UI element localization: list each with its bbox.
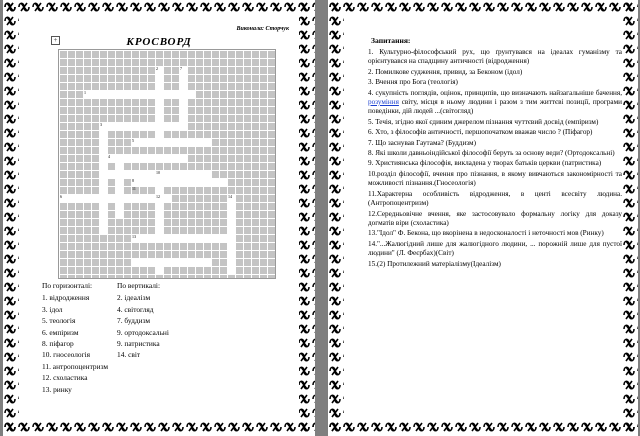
question-item: 12.Середньовічне вчення, яке застосовувало формальну логіку для доказу догматів віри (схоластика): [368, 209, 622, 227]
crossword-cell[interactable]: [212, 235, 219, 242]
crossword-number: 14: [228, 194, 232, 199]
crossword-cell[interactable]: [148, 179, 155, 186]
table-move-handle[interactable]: +: [51, 36, 60, 45]
crossword-cell[interactable]: [156, 227, 163, 234]
crossword-cell[interactable]: [100, 187, 107, 194]
crossword-cell[interactable]: [180, 179, 187, 186]
crossword-cell[interactable]: [148, 195, 155, 202]
crossword-cell[interactable]: [164, 123, 171, 130]
clue-item: 2. ідеалізм: [117, 293, 151, 303]
crossword-cell[interactable]: [164, 195, 171, 202]
crossword-cell[interactable]: [68, 195, 75, 202]
crossword-cell[interactable]: [228, 219, 235, 226]
clue-item: 8. піфагор: [42, 339, 74, 349]
crossword-cell[interactable]: [156, 259, 163, 266]
crossword-number: 13: [132, 234, 136, 239]
down-clues: [117, 280, 169, 361]
crossword-cell[interactable]: [188, 139, 195, 146]
crossword-number: 3: [100, 122, 102, 127]
question-text: 4. сукупність поглядів, оцінок, принципів, що визначають найзагальніше бачення,: [368, 88, 622, 97]
crossword-cell[interactable]: [220, 235, 227, 242]
crossword-cell[interactable]: [132, 155, 139, 162]
crossword-cell[interactable]: [164, 171, 171, 178]
crossword-cell[interactable]: [196, 171, 203, 178]
crossword-cell[interactable]: [180, 115, 187, 122]
crossword-cell[interactable]: [196, 179, 203, 186]
crossword-cell[interactable]: [156, 155, 163, 162]
questions-list: [368, 48, 622, 270]
crossword-cell[interactable]: [156, 99, 163, 106]
crossword-cell[interactable]: [180, 99, 187, 106]
crossword-cell[interactable]: [204, 171, 211, 178]
crossword-number: 8: [132, 178, 134, 183]
crossword-cell[interactable]: [132, 171, 139, 178]
crossword-cell[interactable]: [148, 123, 155, 130]
crossword-cell[interactable]: [132, 91, 139, 98]
clue-item: 9. ортодоксальні: [117, 327, 169, 337]
author-note: Виконала: Сторчук: [236, 26, 289, 32]
crossword-cell[interactable]: [140, 195, 147, 202]
across-heading: По горизонталі:: [42, 281, 93, 290]
crossword-cell[interactable]: [156, 75, 163, 82]
crossword-cell[interactable]: [204, 235, 211, 242]
crossword-cell[interactable]: [156, 211, 163, 218]
crossword-number: 12: [156, 194, 160, 199]
question-item: 11.Характерна особливість відродження, в центі всесвіту людина.(Антропоцентризм): [368, 189, 622, 208]
crossword-cell[interactable]: [180, 123, 187, 130]
crossword-cell[interactable]: [116, 195, 123, 202]
crossword-cell[interactable]: [228, 227, 235, 234]
crossword-cell[interactable]: [100, 203, 107, 210]
clue-item: 10. гносеологія: [42, 350, 91, 360]
crossword-cell[interactable]: [148, 235, 155, 242]
crossword-cell[interactable]: [100, 131, 107, 138]
crossword-cell[interactable]: [132, 259, 139, 266]
crossword-cell[interactable]: [100, 163, 107, 170]
crossword-cell[interactable]: [148, 139, 155, 146]
crossword-cell[interactable]: [148, 91, 155, 98]
crossword-cell[interactable]: [140, 91, 147, 98]
clue-item: 5. теологія: [42, 316, 76, 326]
question-item: 2. Помилкове судження, привид, за Беконом (ідол): [368, 67, 523, 76]
crossword-cell[interactable]: [100, 195, 107, 202]
down-heading: По вертикалі:: [117, 281, 161, 290]
crossword-number: 6: [60, 194, 62, 199]
crossword-cell[interactable]: [228, 243, 235, 250]
question-item: 6. Хто, з філософів античності, першопочатком вважав число ? (Піфагор): [368, 128, 593, 137]
crossword-cell[interactable]: [204, 179, 211, 186]
question-text: світу, місця в ньому людини і разом з тим життєві позиції, програми поведінки, дій людей ...(світогляд): [368, 98, 622, 116]
clue-item: 14. світ: [117, 350, 141, 360]
page-body: [27, 22, 291, 414]
crossword-number: 7: [180, 66, 182, 71]
clue-item: 13. ринку: [42, 384, 72, 394]
crossword-cell[interactable]: [108, 195, 115, 202]
clue-item: 6. емпіризм: [42, 327, 79, 337]
crossword-cell[interactable]: [156, 91, 163, 98]
crossword-cell[interactable]: [100, 147, 107, 154]
crossword-number: 5: [132, 138, 134, 143]
question-item: 14."...Жалюгідний лише для жалюгідного людини, ... порожній лише для пустої людини" (Л. Феєрбах)(Світ): [368, 239, 622, 258]
page-title: КРОСВОРД: [126, 36, 192, 48]
question-item: 3. Вчення про Бога (теологія): [368, 78, 458, 87]
crossword-cell[interactable]: [156, 83, 163, 90]
crossword-cell[interactable]: [92, 195, 99, 202]
understanding-link[interactable]: розуміння: [368, 98, 399, 107]
crossword-cell[interactable]: [172, 91, 179, 98]
crossword-cell[interactable]: [180, 259, 187, 266]
page-questions: [328, 0, 638, 436]
crossword-cell[interactable]: [140, 123, 147, 130]
crossword-cell[interactable]: [156, 203, 163, 210]
crossword-cell[interactable]: [180, 91, 187, 98]
crossword-cell[interactable]: [172, 123, 179, 130]
crossword-cell[interactable]: [212, 179, 219, 186]
crossword-cell[interactable]: [180, 75, 187, 82]
crossword-cell[interactable]: [124, 91, 131, 98]
crossword-cell[interactable]: [140, 235, 147, 242]
crossword-cell[interactable]: [140, 171, 147, 178]
crossword-cell[interactable]: [100, 139, 107, 146]
crossword-cell[interactable]: [220, 179, 227, 186]
crossword-cell[interactable]: [116, 163, 123, 170]
crossword-cell[interactable]: [100, 155, 107, 162]
crossword-number: 11: [132, 186, 136, 191]
crossword-cell[interactable]: [124, 195, 131, 202]
question-item: 9. Християнська філософія, викладена у творах батьків церкви (патристика): [368, 159, 602, 168]
crossword-cell[interactable]: [164, 179, 171, 186]
crossword-cell[interactable]: [188, 259, 195, 266]
crossword-cell[interactable]: [124, 171, 131, 178]
crossword-cell[interactable]: [172, 235, 179, 242]
crossword-cell[interactable]: [180, 139, 187, 146]
crossword-cell[interactable]: [140, 259, 147, 266]
crossword-cell[interactable]: [196, 139, 203, 146]
crossword-cell[interactable]: [228, 259, 235, 266]
crossword-cell[interactable]: [188, 171, 195, 178]
crossword-cell[interactable]: [148, 259, 155, 266]
crossword-cell[interactable]: [156, 123, 163, 130]
crossword-cell[interactable]: [172, 171, 179, 178]
clue-item: 12. схоластика: [42, 373, 88, 383]
crossword-cell[interactable]: [116, 187, 123, 194]
crossword-cell[interactable]: [228, 267, 235, 274]
question-item: 13."Ідол" Ф. Бекона, що вкорінена в недосконалості і неточності мов (Ринку): [368, 229, 604, 238]
crossword-cell[interactable]: [108, 91, 115, 98]
crossword-cell[interactable]: [124, 155, 131, 162]
crossword-cell[interactable]: [132, 195, 139, 202]
crossword-cell[interactable]: [188, 91, 195, 98]
crossword-cell[interactable]: [116, 91, 123, 98]
crossword-cell[interactable]: [84, 195, 91, 202]
clue-item: 4. світогляд: [117, 304, 154, 314]
question-item: 15.(2) Протилежний матеріалізму(Ідеалізм): [368, 259, 501, 268]
crossword-cell[interactable]: [180, 155, 187, 162]
question-item: 5. Течія, згідно якої єдиним джерелом пізнання чуттєвий досвід (емпіризм): [368, 117, 599, 126]
crossword-cell[interactable]: [196, 235, 203, 242]
page-crossword: [3, 0, 315, 436]
crossword-cell[interactable]: [164, 259, 171, 266]
crossword-cell[interactable]: [132, 123, 139, 130]
clue-item: 9. патристика: [117, 339, 160, 349]
crossword-cell[interactable]: [140, 179, 147, 186]
crossword-cell[interactable]: [164, 91, 171, 98]
crossword-cell[interactable]: [156, 179, 163, 186]
crossword-cell[interactable]: [116, 155, 123, 162]
crossword-cell[interactable]: [156, 235, 163, 242]
crossword-cell[interactable]: [156, 139, 163, 146]
question-item: [368, 89, 622, 117]
crossword-cell[interactable]: [180, 235, 187, 242]
crossword-cell[interactable]: [148, 155, 155, 162]
crossword-cell[interactable]: [156, 219, 163, 226]
question-item: 1. Культурно-філософський рух, що ґрунтувався на ідеалах гуманізму та орієнтувався на спадщину античності (відродження): [368, 48, 622, 66]
crossword-cell[interactable]: [148, 171, 155, 178]
crossword-cell[interactable]: [228, 203, 235, 210]
crossword-number: 1: [84, 90, 86, 95]
crossword-cell[interactable]: [156, 187, 163, 194]
clue-item: 1. відродження: [42, 293, 90, 303]
crossword-cell[interactable]: [156, 131, 163, 138]
crossword-cell[interactable]: [116, 211, 123, 218]
crossword-cell[interactable]: [116, 179, 123, 186]
crossword-cell[interactable]: [156, 107, 163, 114]
crossword-cell[interactable]: [100, 91, 107, 98]
crossword-cell[interactable]: [116, 123, 123, 130]
crossword-number: 10: [156, 170, 160, 175]
crossword-cell[interactable]: [156, 115, 163, 122]
crossword-cell[interactable]: [204, 139, 211, 146]
crossword-cell[interactable]: [100, 179, 107, 186]
across-clues: [42, 280, 108, 395]
crossword-cell[interactable]: [172, 155, 179, 162]
crossword-cell[interactable]: [108, 171, 115, 178]
crossword-cell[interactable]: [180, 171, 187, 178]
crossword-cell[interactable]: [172, 139, 179, 146]
crossword-cell[interactable]: [228, 251, 235, 258]
crossword-cell[interactable]: [188, 235, 195, 242]
crossword-cell[interactable]: [164, 139, 171, 146]
question-item: 7. Що заснував Гаутама? (Буддизм): [368, 138, 476, 147]
crossword-cell[interactable]: [100, 171, 107, 178]
crossword-cell[interactable]: [100, 227, 107, 234]
clue-item: 11. антропоцентризм: [42, 361, 109, 371]
crossword-cell[interactable]: [116, 171, 123, 178]
crossword-cell[interactable]: [180, 107, 187, 114]
crossword-cell[interactable]: [140, 139, 147, 146]
crossword-cell[interactable]: [92, 91, 99, 98]
crossword-cell[interactable]: [100, 211, 107, 218]
crossword-number: 2: [156, 66, 158, 71]
crossword-cell[interactable]: [164, 155, 171, 162]
clue-item: 7. буддизм: [117, 316, 151, 326]
crossword-cell[interactable]: [116, 203, 123, 210]
crossword-number: 4: [108, 154, 110, 159]
crossword-cell[interactable]: [204, 259, 211, 266]
questions-heading: Запитання:: [371, 36, 411, 45]
crossword-cell[interactable]: [156, 267, 163, 274]
crossword-cell[interactable]: [188, 179, 195, 186]
crossword-cell[interactable]: [172, 259, 179, 266]
crossword-cell[interactable]: [172, 179, 179, 186]
crossword-cell[interactable]: [140, 155, 147, 162]
crossword-cell[interactable]: [124, 123, 131, 130]
crossword-cell[interactable]: [228, 211, 235, 218]
crossword-cell[interactable]: [108, 123, 115, 130]
question-item: 10.розділ філософії, вчення про пізнання, в якому вивчаються закономірності та можливості пізнання.(Гносеологія): [368, 169, 622, 188]
crossword-cell[interactable]: [180, 83, 187, 90]
question-item: 8. Які школи давньоіндійської філософії беруть за основу веди? (Ортодоксальні): [368, 149, 615, 158]
crossword-cell[interactable]: [100, 219, 107, 226]
crossword-grid[interactable]: [58, 49, 276, 279]
crossword-cell[interactable]: [164, 235, 171, 242]
crossword-cell[interactable]: [196, 259, 203, 266]
crossword-cell[interactable]: [228, 235, 235, 242]
clue-item: 3. ідол: [42, 304, 63, 314]
crossword-cell[interactable]: [76, 195, 83, 202]
